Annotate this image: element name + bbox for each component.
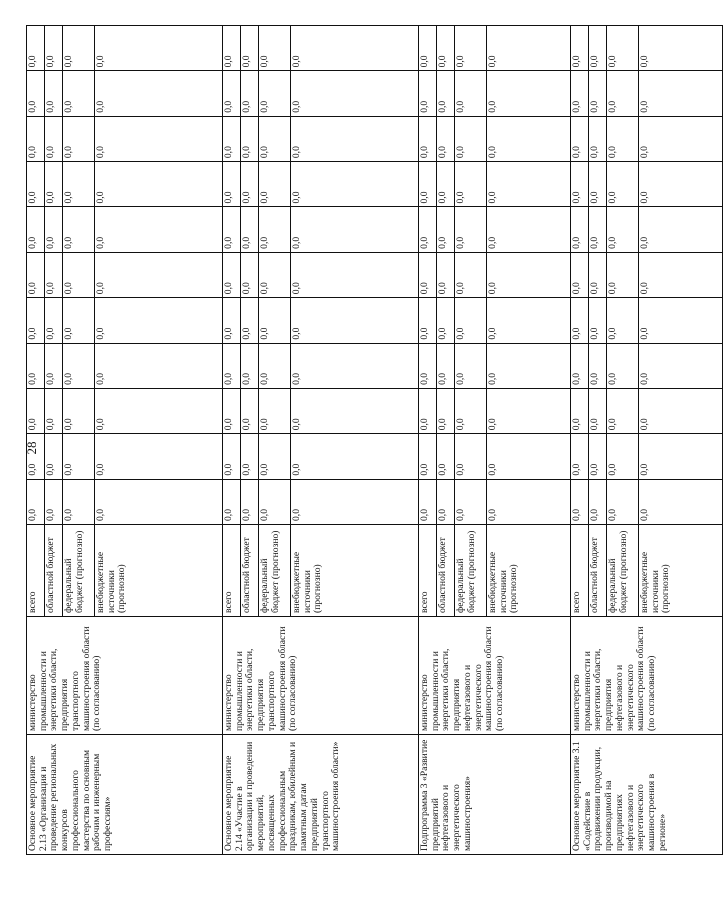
value-cell: 0,0 <box>589 343 607 388</box>
value-cell: 0,0 <box>419 388 437 433</box>
value-cell: 0,0 <box>607 26 639 71</box>
value-cell: 0,0 <box>27 26 45 71</box>
value-cell: 0,0 <box>63 162 95 207</box>
value-cell: 0,0 <box>437 162 455 207</box>
value-cell: 0,0 <box>95 71 223 116</box>
funding-source-cell: внебюджетные источники (прогнозно) <box>95 525 223 617</box>
value-cell: 0,0 <box>259 388 291 433</box>
value-cell: 0,0 <box>419 252 437 297</box>
table-row <box>571 26 589 855</box>
value-cell: 0,0 <box>241 343 259 388</box>
value-cell: 0,0 <box>63 207 95 252</box>
value-cell: 0,0 <box>27 252 45 297</box>
value-cell: 0,0 <box>437 207 455 252</box>
value-cell: 0,0 <box>419 343 437 388</box>
value-cell: 0,0 <box>455 116 487 161</box>
value-cell: 0,0 <box>223 343 241 388</box>
funding-source-cell: всего <box>27 525 45 617</box>
value-cell: 0,0 <box>27 162 45 207</box>
value-cell: 0,0 <box>27 207 45 252</box>
value-cell: 0,0 <box>589 71 607 116</box>
value-cell: 0,0 <box>419 71 437 116</box>
rotated-table-container <box>26 25 672 855</box>
value-cell: 0,0 <box>27 434 45 479</box>
value-cell: 0,0 <box>437 71 455 116</box>
value-cell: 0,0 <box>45 116 63 161</box>
value-cell: 0,0 <box>63 298 95 343</box>
value-cell: 0,0 <box>291 162 419 207</box>
value-cell: 0,0 <box>571 26 589 71</box>
value-cell: 0,0 <box>45 71 63 116</box>
value-cell: 0,0 <box>455 479 487 524</box>
value-cell: 0,0 <box>639 298 723 343</box>
value-cell: 0,0 <box>639 162 723 207</box>
value-cell: 0,0 <box>487 298 571 343</box>
value-cell: 0,0 <box>455 71 487 116</box>
value-cell: 0,0 <box>455 252 487 297</box>
value-cell: 0,0 <box>419 26 437 71</box>
value-cell: 0,0 <box>63 26 95 71</box>
value-cell: 0,0 <box>259 162 291 207</box>
value-cell: 0,0 <box>455 26 487 71</box>
value-cell: 0,0 <box>63 388 95 433</box>
value-cell: 0,0 <box>45 298 63 343</box>
value-cell: 0,0 <box>437 479 455 524</box>
value-cell: 0,0 <box>95 388 223 433</box>
value-cell: 0,0 <box>259 479 291 524</box>
value-cell: 0,0 <box>607 252 639 297</box>
value-cell: 0,0 <box>589 388 607 433</box>
value-cell: 0,0 <box>589 116 607 161</box>
value-cell: 0,0 <box>487 26 571 71</box>
value-cell: 0,0 <box>639 343 723 388</box>
value-cell: 0,0 <box>45 207 63 252</box>
value-cell: 0,0 <box>95 479 223 524</box>
value-cell: 0,0 <box>241 207 259 252</box>
value-cell: 0,0 <box>487 116 571 161</box>
value-cell: 0,0 <box>291 343 419 388</box>
executor-cell: министерство промышленности и энергетики области, предприятия нефтегазового и энергетического машиностроения области (по согласованию) <box>419 617 571 735</box>
value-cell: 0,0 <box>639 207 723 252</box>
value-cell: 0,0 <box>241 116 259 161</box>
value-cell: 0,0 <box>291 479 419 524</box>
value-cell: 0,0 <box>63 343 95 388</box>
value-cell: 0,0 <box>607 434 639 479</box>
measure-name-cell: Основное мероприятие 3.1 «Содействие в продвижении продукции, производимой на предприятиях нефтегазового и энергетического машиностроения в регионе» <box>571 735 723 855</box>
value-cell: 0,0 <box>223 116 241 161</box>
value-cell: 0,0 <box>223 252 241 297</box>
funding-source-cell: внебюджетные источники (прогнозно) <box>487 525 571 617</box>
value-cell: 0,0 <box>241 26 259 71</box>
measure-name-cell: Подпрограмма 3 «Развитие предприятий нефтегазового и энергетического машиностроения» <box>419 735 571 855</box>
value-cell: 0,0 <box>639 116 723 161</box>
value-cell: 0,0 <box>437 252 455 297</box>
value-cell: 0,0 <box>419 116 437 161</box>
value-cell: 0,0 <box>259 434 291 479</box>
value-cell: 0,0 <box>223 26 241 71</box>
value-cell: 0,0 <box>487 162 571 207</box>
value-cell: 0,0 <box>607 388 639 433</box>
value-cell: 0,0 <box>455 207 487 252</box>
value-cell: 0,0 <box>241 71 259 116</box>
value-cell: 0,0 <box>95 434 223 479</box>
funding-source-cell: областной бюджет <box>437 525 455 617</box>
value-cell: 0,0 <box>259 298 291 343</box>
value-cell: 0,0 <box>291 388 419 433</box>
value-cell: 0,0 <box>95 162 223 207</box>
value-cell: 0,0 <box>63 71 95 116</box>
value-cell: 0,0 <box>95 26 223 71</box>
value-cell: 0,0 <box>241 298 259 343</box>
value-cell: 0,0 <box>45 388 63 433</box>
budget-table-body <box>27 26 723 855</box>
value-cell: 0,0 <box>607 298 639 343</box>
measure-name-cell: Основное мероприятие 2.13 «Организация и проведение региональных конкурсов профессионального мастерства по основным рабочим и инженерным профессиям» <box>27 735 223 855</box>
executor-cell: министерство промышленности и энергетики области, предприятия транспортного машиностроения области (по согласованию) <box>27 617 223 735</box>
funding-source-cell: федеральный бюджет (прогнозно) <box>455 525 487 617</box>
value-cell: 0,0 <box>607 116 639 161</box>
value-cell: 0,0 <box>291 298 419 343</box>
value-cell: 0,0 <box>589 207 607 252</box>
value-cell: 0,0 <box>291 116 419 161</box>
value-cell: 0,0 <box>259 26 291 71</box>
value-cell: 0,0 <box>607 207 639 252</box>
value-cell: 0,0 <box>95 252 223 297</box>
measure-name-cell: Основное мероприятие 2.14 «Участие в организации и проведении мероприятий, посвященных профессиональным праздникам, юбилейным и памятным датам предприятий транспортного машиностроения области» <box>223 735 419 855</box>
value-cell: 0,0 <box>259 116 291 161</box>
value-cell: 0,0 <box>589 162 607 207</box>
value-cell: 0,0 <box>291 252 419 297</box>
value-cell: 0,0 <box>241 252 259 297</box>
value-cell: 0,0 <box>223 162 241 207</box>
value-cell: 0,0 <box>45 252 63 297</box>
value-cell: 0,0 <box>27 388 45 433</box>
funding-source-cell: федеральный бюджет (прогнозно) <box>607 525 639 617</box>
value-cell: 0,0 <box>27 343 45 388</box>
page-number: 28 <box>24 441 39 455</box>
value-cell: 0,0 <box>571 162 589 207</box>
value-cell: 0,0 <box>571 434 589 479</box>
funding-source-cell: федеральный бюджет (прогнозно) <box>63 525 95 617</box>
value-cell: 0,0 <box>437 343 455 388</box>
value-cell: 0,0 <box>571 298 589 343</box>
funding-source-cell: внебюджетные источники (прогнозно) <box>291 525 419 617</box>
value-cell: 0,0 <box>223 434 241 479</box>
value-cell: 0,0 <box>241 434 259 479</box>
value-cell: 0,0 <box>639 388 723 433</box>
value-cell: 0,0 <box>487 71 571 116</box>
funding-source-cell: всего <box>419 525 437 617</box>
value-cell: 0,0 <box>419 207 437 252</box>
value-cell: 0,0 <box>291 207 419 252</box>
value-cell: 0,0 <box>455 162 487 207</box>
value-cell: 0,0 <box>455 388 487 433</box>
value-cell: 0,0 <box>639 26 723 71</box>
value-cell: 0,0 <box>63 479 95 524</box>
funding-source-cell: внебюджетные источники (прогнозно) <box>639 525 723 617</box>
value-cell: 0,0 <box>223 298 241 343</box>
value-cell: 0,0 <box>95 207 223 252</box>
value-cell: 0,0 <box>27 71 45 116</box>
value-cell: 0,0 <box>437 298 455 343</box>
value-cell: 0,0 <box>607 71 639 116</box>
value-cell: 0,0 <box>291 26 419 71</box>
funding-source-cell: всего <box>571 525 589 617</box>
value-cell: 0,0 <box>639 252 723 297</box>
value-cell: 0,0 <box>95 298 223 343</box>
value-cell: 0,0 <box>487 434 571 479</box>
value-cell: 0,0 <box>63 116 95 161</box>
funding-source-cell: федеральный бюджет (прогнозно) <box>259 525 291 617</box>
value-cell: 0,0 <box>487 479 571 524</box>
value-cell: 0,0 <box>419 434 437 479</box>
value-cell: 0,0 <box>241 479 259 524</box>
value-cell: 0,0 <box>437 388 455 433</box>
funding-source-cell: всего <box>223 525 241 617</box>
value-cell: 0,0 <box>259 343 291 388</box>
value-cell: 0,0 <box>27 479 45 524</box>
funding-source-cell: областной бюджет <box>45 525 63 617</box>
value-cell: 0,0 <box>45 162 63 207</box>
value-cell: 0,0 <box>419 162 437 207</box>
value-cell: 0,0 <box>259 207 291 252</box>
value-cell: 0,0 <box>241 162 259 207</box>
value-cell: 0,0 <box>589 26 607 71</box>
value-cell: 0,0 <box>571 252 589 297</box>
value-cell: 0,0 <box>589 252 607 297</box>
value-cell: 0,0 <box>419 298 437 343</box>
value-cell: 0,0 <box>437 434 455 479</box>
value-cell: 0,0 <box>259 252 291 297</box>
value-cell: 0,0 <box>487 388 571 433</box>
value-cell: 0,0 <box>487 207 571 252</box>
value-cell: 0,0 <box>639 434 723 479</box>
value-cell: 0,0 <box>291 71 419 116</box>
value-cell: 0,0 <box>455 298 487 343</box>
value-cell: 0,0 <box>291 434 419 479</box>
table-row <box>27 26 45 855</box>
value-cell: 0,0 <box>437 26 455 71</box>
table-row <box>419 26 437 855</box>
value-cell: 0,0 <box>571 479 589 524</box>
value-cell: 0,0 <box>437 116 455 161</box>
value-cell: 0,0 <box>607 162 639 207</box>
executor-cell: министерство промышленности и энергетики области, предприятия нефтегазового и энергетического машиностроения области (по согласованию) <box>571 617 723 735</box>
value-cell: 0,0 <box>63 252 95 297</box>
value-cell: 0,0 <box>639 71 723 116</box>
value-cell: 0,0 <box>223 71 241 116</box>
funding-source-cell: областной бюджет <box>589 525 607 617</box>
value-cell: 0,0 <box>571 71 589 116</box>
value-cell: 0,0 <box>571 388 589 433</box>
value-cell: 0,0 <box>95 116 223 161</box>
value-cell: 0,0 <box>487 343 571 388</box>
value-cell: 0,0 <box>589 479 607 524</box>
value-cell: 0,0 <box>571 116 589 161</box>
value-cell: 0,0 <box>607 343 639 388</box>
value-cell: 0,0 <box>607 479 639 524</box>
value-cell: 0,0 <box>571 343 589 388</box>
value-cell: 0,0 <box>45 26 63 71</box>
value-cell: 0,0 <box>27 116 45 161</box>
value-cell: 0,0 <box>419 479 437 524</box>
value-cell: 0,0 <box>63 434 95 479</box>
value-cell: 0,0 <box>589 298 607 343</box>
funding-source-cell: областной бюджет <box>241 525 259 617</box>
value-cell: 0,0 <box>455 434 487 479</box>
value-cell: 0,0 <box>241 388 259 433</box>
table-row <box>223 26 241 855</box>
value-cell: 0,0 <box>45 343 63 388</box>
budget-table <box>26 25 723 855</box>
value-cell: 0,0 <box>95 343 223 388</box>
value-cell: 0,0 <box>487 252 571 297</box>
value-cell: 0,0 <box>27 298 45 343</box>
value-cell: 0,0 <box>455 343 487 388</box>
value-cell: 0,0 <box>639 479 723 524</box>
value-cell: 0,0 <box>571 207 589 252</box>
executor-cell: министерство промышленности и энергетики области, предприятия транспортного машиностроения области (по согласованию) <box>223 617 419 735</box>
value-cell: 0,0 <box>45 434 63 479</box>
value-cell: 0,0 <box>223 388 241 433</box>
value-cell: 0,0 <box>223 207 241 252</box>
value-cell: 0,0 <box>589 434 607 479</box>
value-cell: 0,0 <box>223 479 241 524</box>
value-cell: 0,0 <box>259 71 291 116</box>
value-cell: 0,0 <box>45 479 63 524</box>
